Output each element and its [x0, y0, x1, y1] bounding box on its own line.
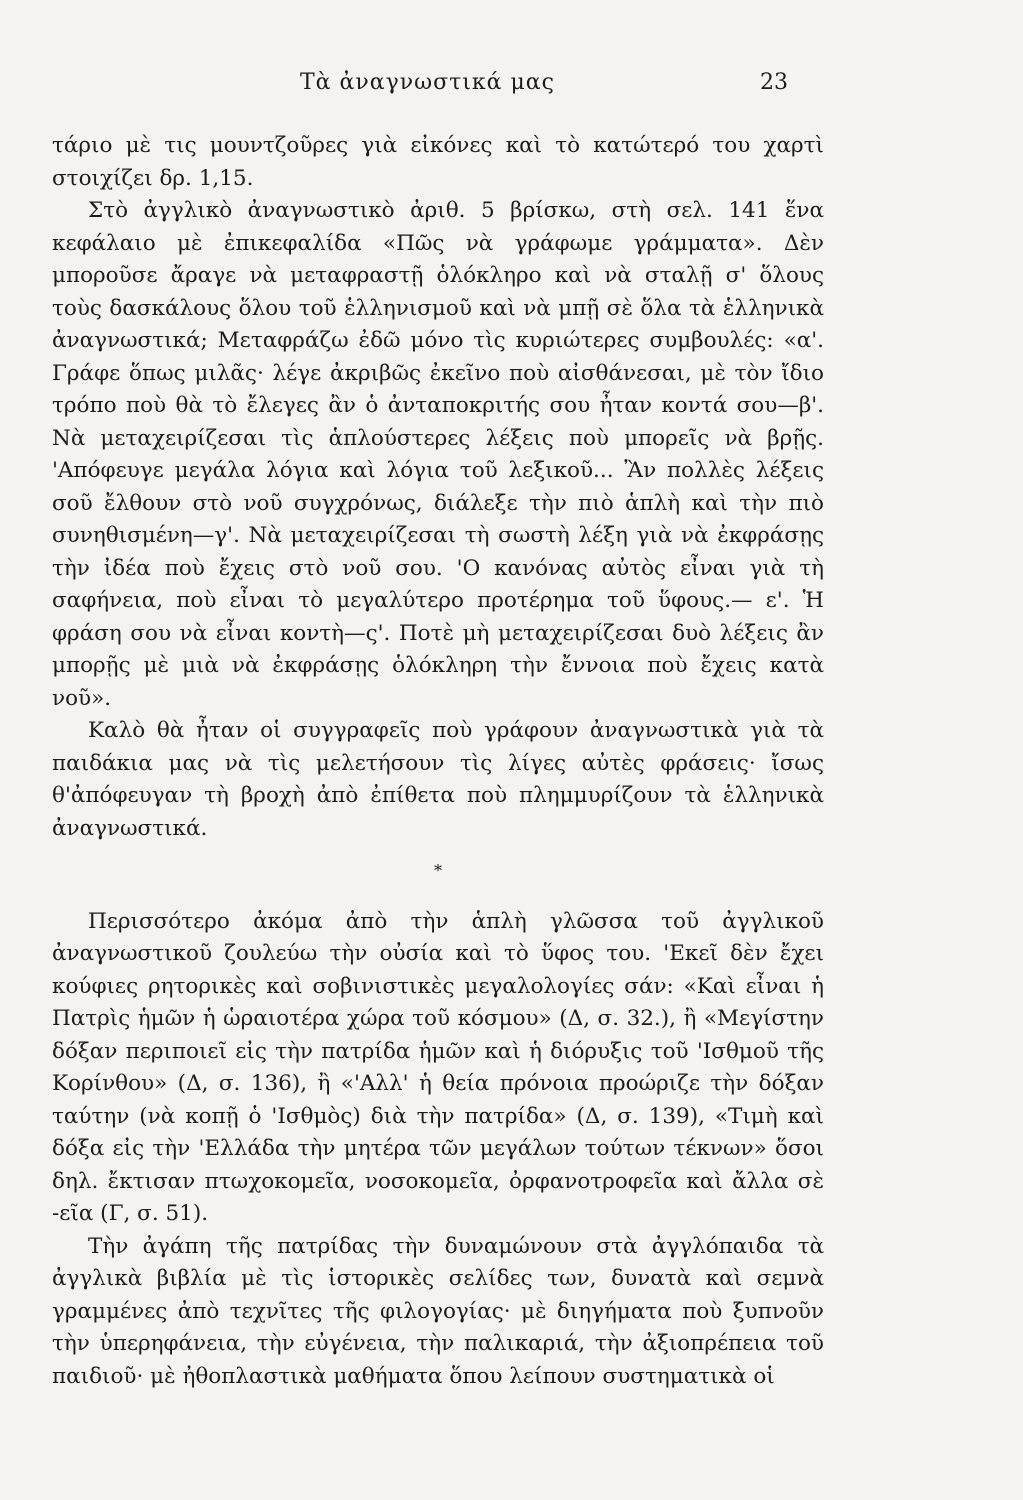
paragraph-1: τάριο μὲ τις μουντζοῦρες γιὰ εἰκόνες καὶ τὸ κατώτερό του χαρτὶ στοιχίζει δρ. 1,15. — [52, 133, 824, 191]
paragraph-2: Στὸ ἀγγλικὸ ἀναγνωστικὸ ἀριθ. 5 βρίσκω, στὴ σελ. 141 ἕνα κεφάλαιο μὲ ἐπικεφαλίδα «Πῶς νὰ γράφωμε γράμματα». Δὲν μποροῦσε ἄραγε νὰ μεταφραστῇ ὁλόκληρο καὶ νὰ σταλῇ σ' ὅλους τοὺς δασκάλους ὅλου τοῦ ἑλληνισμοῦ καὶ νὰ μπῇ σὲ ὅλα τὰ ἑλληνικὰ ἀναγνωστικά; Μεταφράζω ἐδῶ μόνο τὶς κυριώτερες συμβουλές: «α'. Γράφε ὅπως μιλᾶς· λέγε ἀκριβῶς ἐκεῖνο ποὺ αἰσθάνεσαι, μὲ τὸν ἴδιο τρόπο ποὺ θὰ τὸ ἔλεγες ἂν ὁ ἀνταποκριτής σου ἦταν κοντά σου—β'. Νὰ μεταχειρίζεσαι τὶς ἁπλούστερες λέξεις ποὺ μπορεῖς νὰ βρῇς. 'Απόφευγε μεγάλα λόγια καὶ λόγια τοῦ λεξικοῦ... Ἂν πολλὲς λέξεις σοῦ ἔλθουν στὸ νοῦ συγχρόνως, διάλεξε τὴν πιὸ ἁπλὴ καὶ τὴν πιὸ συνηθισμένη—γ'. Νὰ μεταχειρίζεσαι τὴ σωστὴ λέξη γιὰ νὰ ἐκφράσῃς τὴν ἰδέα ποὺ ἔχεις στὸ νοῦ σου. 'Ο κανόνας αὐτὸς εἶναι γιὰ τὴ σαφήνεια, ποὺ εἶναι τὸ μεγαλύτερο προτέρημα τοῦ ὕφους.— ε'. Ἡ φράση σου νὰ εἶναι κοντὴ—ς'. Ποτὲ μὴ μεταχειρίζεσαι δυὸ λέξεις ἂν μπορῇς μὲ μιὰ νὰ ἐκφράσῃς ὁλόκληρη τὴν ἔννοια ποὺ ἔχεις κατὰ νοῦ». — [52, 198, 824, 711]
page-header — [0, 70, 1023, 110]
paragraph-4: Περισσότερο ἀκόμα ἀπὸ τὴν ἁπλὴ γλῶσσα τοῦ ἀγγλικοῦ ἀναγνωστικοῦ ζουλεύω τὴν οὐσία καὶ τὸ ὕφος του. 'Εκεῖ δὲν ἔχει κούφιες ρητορικὲς καὶ σοβινιστικὲς μεγαλολογίες σάν: «Καὶ εἶναι ἡ Πατρὶς ἡμῶν ἡ ὡραιοτέρα χώρα τοῦ κόσμου» (Δ, σ. 32.), ἢ «Μεγίστην δόξαν περιποιεῖ εἰς τὴν πατρίδα ἡμῶν καὶ ἡ διόρυξις τοῦ 'Ισθμοῦ τῆς Κορίνθου» (Δ, σ. 136), ἢ «'Αλλ' ἡ θεία πρόνοια προώριζε τὴν δόξαν ταύτην (νὰ κοπῇ ὁ 'Ισθμὸς) διὰ τὴν πατρίδα» (Δ, σ. 139), «Τιμὴ καὶ δόξα εἰς τὴν 'Ελλάδα τὴν μητέρα τῶν μεγάλων τούτων τέκνων» ὅσοι δηλ. ἔκτισαν πτωχοκομεῖα, νοσοκομεῖα, ὀρφανοτροφεῖα καὶ ἄλλα σὲ -εῖα (Γ, σ. 51). — [52, 908, 824, 1226]
page-number: 23 — [760, 70, 788, 95]
running-title: Τὰ ἀναγνωστικά μας — [300, 70, 555, 95]
paragraph-5: Τὴν ἀγάπη τῆς πατρίδας τὴν δυναμώνουν στὰ ἀγγλόπαιδα τὰ ἀγγλικὰ βιβλία μὲ τὶς ἱστορικὲς σελίδες των, δυνατὰ καὶ σεμνὰ γραμμένες ἀπὸ τεχνῖτες τῆς φιλογογίας· μὲ διηγήματα ποὺ ξυπνοῦν τὴν ὑπερηφάνεια, τὴν εὐγένεια, τὴν παλικαριά, τὴν ἀξιοπρέπεια τοῦ παιδιοῦ· μὲ ἠθοπλαστικὰ μαθήματα ὅπου λείπουν συστηματικὰ οἱ — [52, 1233, 824, 1389]
paragraph-3: Καλὸ θὰ ἦταν οἱ συγγραφεῖς ποὺ γράφουν ἀναγνωστικὰ γιὰ τὰ παιδάκια μας νὰ τὶς μελετήσουν τὶς λίγες αὐτὲς φράσεις· ἴσως θ'ἀπόφευγαν τὴ βροχὴ ἀπὸ ἐπίθετα ποὺ πλημμυρίζουν τὰ ἑλληνικὰ ἀναγνωστικά. — [52, 718, 824, 841]
body-text — [52, 130, 824, 1393]
section-separator: * — [434, 861, 442, 880]
